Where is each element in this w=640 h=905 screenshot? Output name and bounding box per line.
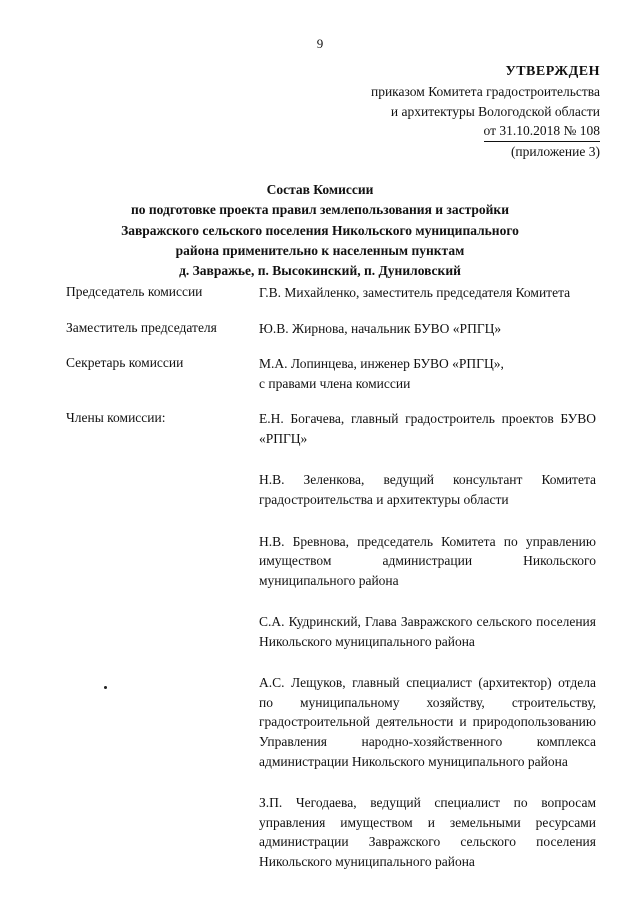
members-role: Члены комиссии: — [66, 410, 166, 426]
roster-row — [66, 319, 596, 339]
stray-ink-mark — [104, 686, 107, 689]
heading-line-5: д. Завражье, п. Высокинский, п. Дуниловский — [179, 263, 461, 278]
members-row — [66, 409, 596, 871]
heading-line-1: Состав Комиссии — [266, 182, 374, 197]
approval-line-2: и архитектуры Вологодской области — [390, 103, 600, 119]
roster-person-main: М.А. Лопинцева, инженер БУВО «РПГЦ», — [259, 356, 504, 372]
page-number: 9 — [316, 36, 324, 51]
roster-role: Председатель комиссии — [66, 284, 203, 299]
list-item: Н.В. Зеленкова, ведущий консультант Комитета градостроительства и архитектуры области — [259, 472, 596, 507]
approval-block — [320, 62, 600, 162]
list-item: Н.В. Бревнова, председатель Комитета по управлению имуществом администрации Никольского муниципального района — [259, 533, 596, 588]
list-item: З.П. Чегодаева, ведущий специалист по вопросам управления имуществом и земельными ресурсами администрации Завражского сельского поселения Никольского муниципального района — [259, 795, 596, 869]
commission-roster — [66, 283, 596, 871]
roster-person: Ю.В. Жирнова, начальник БУВО «РПГЦ» — [259, 320, 502, 336]
roster-row — [66, 283, 596, 303]
approval-appendix: (приложение 3) — [510, 143, 600, 159]
members-list — [259, 409, 596, 871]
approval-title: УТВЕРЖДЕН — [505, 64, 600, 79]
roster-row — [66, 354, 596, 393]
roster-person: Г.В. Михайленко, заместитель председателя Комитета — [259, 285, 571, 300]
document-heading — [60, 180, 580, 281]
list-item: А.С. Лещуков, главный специалист (архитектор) отдела по муниципальному хозяйству, строительству, градостроительной деятельности и природопользованию Управления народно-хозяйственного комплекса администрации Никольского муниципального района — [259, 675, 596, 769]
roster-role: Заместитель председателя — [66, 319, 217, 335]
list-item: С.А. Кудринский, Глава Завражского сельского поселения Никольского муниципального района — [259, 614, 596, 649]
roster-person-note: с правами члена комиссии — [259, 375, 411, 391]
heading-line-2: по подготовке проекта правил землепользования и застройки — [131, 202, 509, 218]
roster-person — [259, 354, 596, 393]
approval-date: от 31.10.2018 № 108 — [484, 121, 600, 142]
approval-line-1: приказом Комитета градостроительства — [370, 84, 600, 100]
roster-role: Секретарь комиссии — [66, 355, 184, 371]
heading-line-4: района применительно к населенным пунктам — [175, 242, 465, 258]
heading-line-3: Завражского сельского поселения Никольского муниципального — [121, 222, 519, 238]
list-item: Е.Н. Богачева, главный градостроитель проектов БУВО «РПГЦ» — [259, 411, 596, 446]
